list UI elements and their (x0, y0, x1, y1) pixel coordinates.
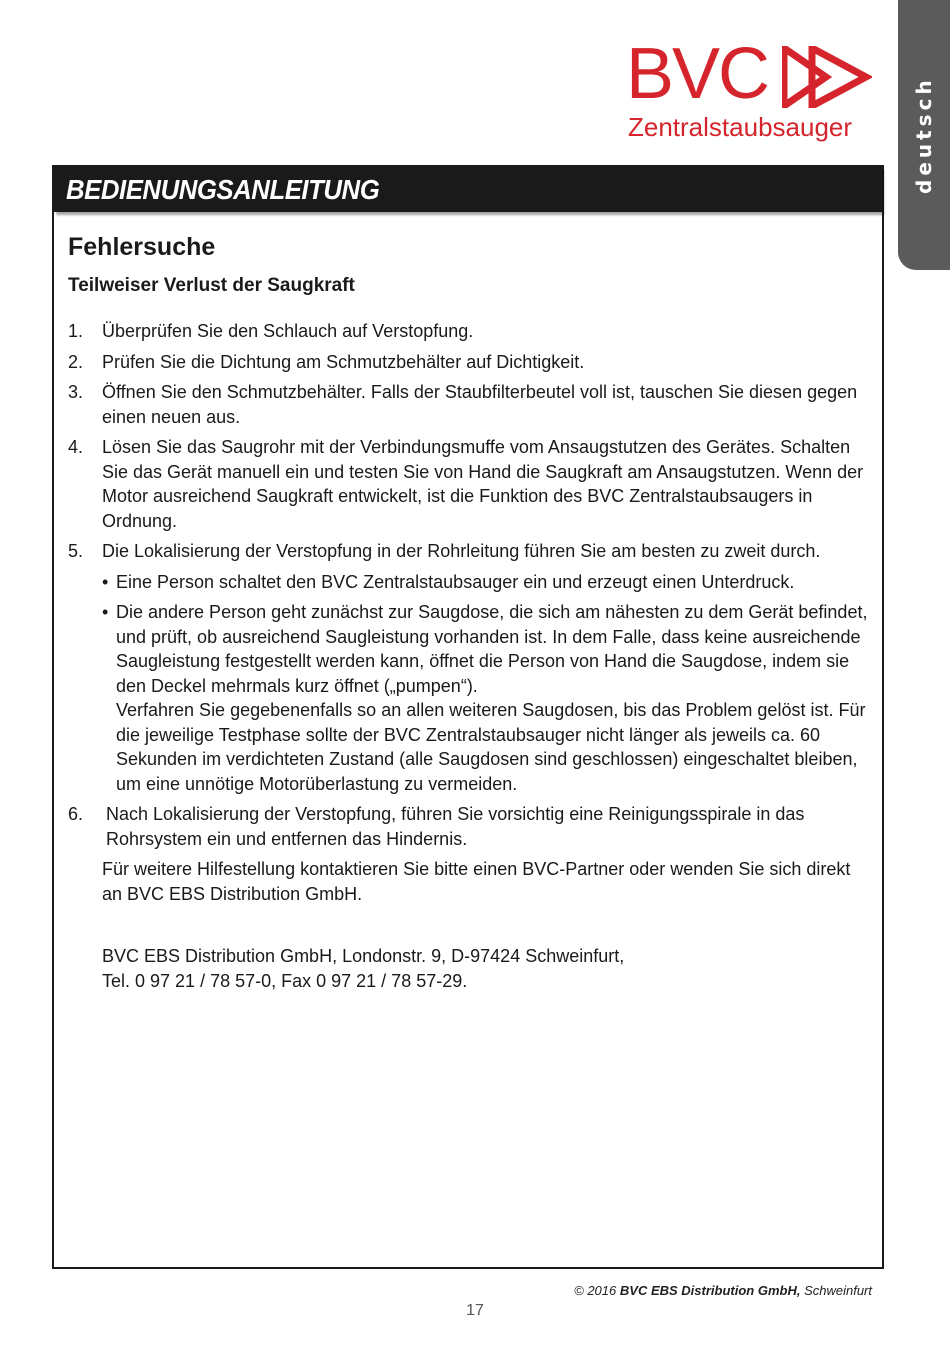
title-bar (54, 167, 882, 212)
bullet-text: Die andere Person geht zunächst zur Saugdose, die sich am nähesten zu dem Gerät befindet, und prüft, ob ausreichend Saugleistung vorhanden ist. In dem Falle, dass keine ausreichende Saugleistung festgestellt werden kann, öffnet die Person von Hand die Saugdose, indem sie den Deckel mehrmals kurz öffnet („pumpen“). (116, 602, 868, 696)
copyright-city: Schweinfurt (804, 1283, 872, 1298)
section-heading: Fehlersuche (68, 233, 216, 261)
list-text: Lösen Sie das Saugrohr mit der Verbindungsmuffe vom Ansaugstutzen des Gerätes. Schalten Sie das Gerät manuell ein und testen Sie von Hand die Saugkraft am Ansaugstutzen. Wenn der Motor ausreichend Saugkraft entwickelt, ist die Funktion des BVC Zentralstaubsaugers in Ordnung. (102, 437, 864, 531)
list-text: Die Lokalisierung der Verstopfung in der Rohrleitung führen Sie am besten zu zweit durch. (102, 541, 821, 561)
page-number: 17 (466, 1302, 484, 1319)
copyright-company: BVC EBS Distribution GmbH, (619, 1283, 801, 1298)
list-text: Öffnen Sie den Schmutzbehälter. Falls der Staubfilterbeutel voll ist, tauschen Sie diesen gegen einen neuen aus. (102, 382, 858, 427)
list-item (68, 539, 868, 564)
bullet-icon: • (102, 571, 109, 592)
address-line-1: BVC EBS Distribution GmbH, Londonstr. 9, D-97424 Schweinfurt, (102, 946, 625, 966)
list-number: 2. (68, 351, 84, 372)
list-number: 3. (68, 382, 84, 402)
copyright-prefix: © 2016 (574, 1283, 617, 1298)
list-number: 6. (68, 804, 84, 824)
language-tab (898, 0, 950, 270)
content-frame (52, 165, 884, 1269)
list-item (68, 380, 868, 429)
page-title: BEDIENUNGSANLEITUNG (66, 174, 380, 205)
list-number: 5. (68, 541, 84, 561)
bvc-logo (622, 34, 874, 146)
logo-word: BVC (626, 34, 769, 114)
list-text: Prüfen Sie die Dichtung am Schmutzbehälter auf Dichtigkeit. (102, 351, 585, 372)
address-line-2: Tel. 0 97 21 / 78 57-0, Fax 0 97 21 / 78 57-29. (102, 970, 468, 991)
list-item (68, 802, 868, 851)
troubleshooting-list (68, 319, 868, 993)
manual-content (68, 231, 868, 993)
list-item (68, 350, 868, 375)
bullet-item (68, 600, 868, 796)
section-subheading: Teilweiser Verlust der Saugkraft (68, 275, 355, 296)
bullet-icon: • (102, 602, 109, 622)
list-item (68, 435, 868, 533)
list-item (68, 319, 868, 344)
logo-subtitle: Zentralstaubsauger (628, 112, 853, 142)
logo-play-arrows-icon (782, 46, 872, 108)
list-text: Nach Lokalisierung der Verstopfung, führen Sie vorsichtig eine Reinigungsspirale in das Rohrsystem ein und entfernen das Hindernis. (106, 804, 805, 849)
bullet-item (68, 570, 868, 595)
help-paragraph: Für weitere Hilfestellung kontaktieren Sie bitte einen BVC-Partner oder wenden Sie sich direkt an BVC EBS Distribution GmbH. (102, 859, 851, 904)
list-text: Überprüfen Sie den Schlauch auf Verstopfung. (102, 321, 474, 341)
list-number: 1. (68, 321, 84, 341)
copyright-footer (574, 1283, 872, 1298)
language-label: deutsch (912, 76, 936, 194)
bullet-text: Eine Person schaltet den BVC Zentralstaubsauger ein und erzeugt einen Unterdruck. (116, 571, 795, 592)
list-number: 4. (68, 437, 84, 457)
bullet-continuation: Verfahren Sie gegebenenfalls so an allen weiteren Saugdosen, bis das Problem gelöst ist. Für die jeweilige Testphase sollte der BVC Zentralstaubsauger nicht länger als jeweils ca. 60 Sekunden im verdichteten Zustand (alle Saugdosen sind geschlossen) eingeschaltet bleiben, um eine unnötige Motorüberlastung zu vermeiden. (116, 700, 866, 794)
